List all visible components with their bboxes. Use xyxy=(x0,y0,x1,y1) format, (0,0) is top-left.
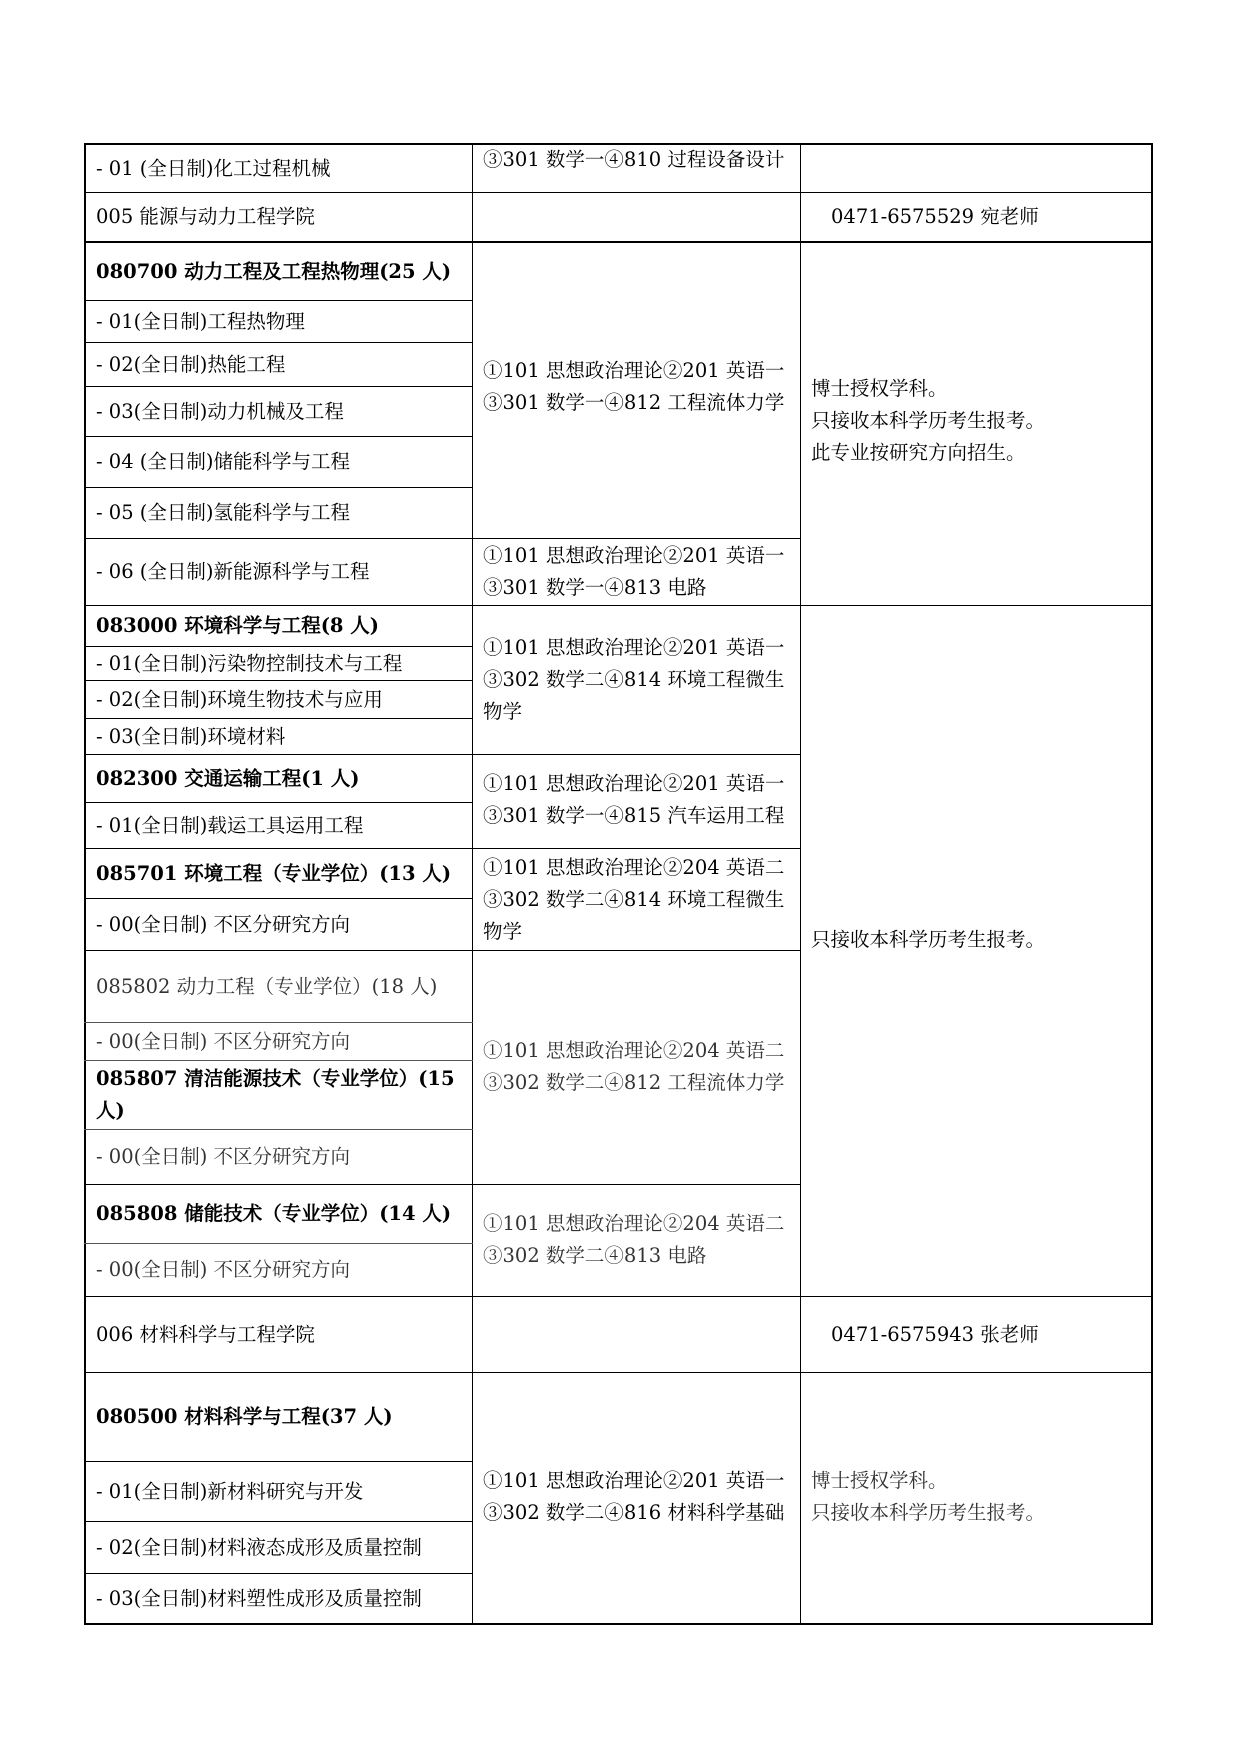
school-contact: 0471-6575943 张老师 xyxy=(831,1322,1039,1346)
exam-cell xyxy=(473,1465,800,1529)
direction-cell xyxy=(86,647,472,680)
direction-cell xyxy=(86,1574,472,1623)
major-title-line: 人) xyxy=(96,1099,125,1122)
exam-line: ①101 思想政治理论②201 英语一 xyxy=(483,1469,785,1492)
note-line: 博士授权学科。 xyxy=(811,377,948,400)
exam-line: ①101 思想政治理论②204 英语二 xyxy=(483,1212,785,1235)
direction-text: - 03(全日制)环境材料 xyxy=(96,724,286,748)
note-cell xyxy=(801,373,1151,469)
exam-cell xyxy=(473,1035,800,1099)
direction-cell xyxy=(86,1130,472,1184)
school-contact: 0471-6575529 宛老师 xyxy=(831,205,1039,228)
direction-cell xyxy=(86,343,472,386)
major-title: 085701 环境工程（专业学位）(13 人) xyxy=(96,861,452,885)
note-cell xyxy=(801,1465,1151,1529)
direction-cell xyxy=(86,387,472,436)
direction-cell xyxy=(86,539,472,605)
direction-text: - 03(全日制)动力机械及工程 xyxy=(96,399,344,423)
school-name-cell xyxy=(86,193,472,241)
major-title: 083000 环境科学与工程(8 人) xyxy=(96,614,380,637)
note-line: 只接收本科学历考生报考。 xyxy=(811,928,1046,951)
direction-cell xyxy=(86,719,472,754)
exam-line: 物学 xyxy=(483,920,523,943)
direction-cell xyxy=(86,1244,472,1296)
direction-text: - 04 (全日制)储能科学与工程 xyxy=(96,450,351,473)
direction-cell xyxy=(86,437,472,487)
exam-line: ③301 数学一④812 工程流体力学 xyxy=(483,391,785,414)
exam-line: ①101 思想政治理论②201 英语一 xyxy=(483,636,785,659)
school-name: 006 材料科学与工程学院 xyxy=(96,1322,315,1346)
major-title-cell xyxy=(86,606,472,646)
direction-text: - 03(全日制)材料塑性成形及质量控制 xyxy=(96,1586,422,1610)
direction-cell xyxy=(86,681,472,718)
direction-cell xyxy=(86,899,472,950)
exam-line: ③302 数学二④814 环境工程微生 xyxy=(483,668,785,691)
major-title-cell xyxy=(86,1373,472,1461)
major-title: 082300 交通运输工程(1 人) xyxy=(96,766,360,790)
major-title-cell xyxy=(86,1061,472,1129)
major-title: 080500 材料科学与工程(37 人) xyxy=(96,1405,393,1428)
direction-text: - 05 (全日制)氢能科学与工程 xyxy=(96,501,351,524)
exam-line: ①101 思想政治理论②204 英语二 xyxy=(483,1039,785,1062)
exam-cell xyxy=(473,145,800,175)
direction-cell xyxy=(86,1023,472,1060)
major-title: 085802 动力工程（专业学位）(18 人) xyxy=(96,974,438,998)
note-line: 只接收本科学历考生报考。 xyxy=(811,409,1046,432)
exam-line: ③302 数学二④813 电路 xyxy=(483,1244,707,1267)
exam-line: ③301 数学一④813 电路 xyxy=(483,576,707,599)
exam-cell xyxy=(473,632,800,728)
direction-text: - 02(全日制)环境生物技术与应用 xyxy=(96,687,383,711)
exam-line: ③302 数学二④816 材料科学基础 xyxy=(483,1501,785,1524)
major-title-cell xyxy=(86,755,472,802)
major-title-cell xyxy=(86,1185,472,1243)
direction-text: - 00(全日制) 不区分研究方向 xyxy=(96,1029,351,1053)
major-title-cell xyxy=(86,849,472,898)
major-title: 080700 动力工程及工程热物理(25 人) xyxy=(96,259,452,283)
exam-line: ①101 思想政治理论②201 英语一 xyxy=(483,544,785,567)
exam-line: 物学 xyxy=(483,700,523,723)
exam-cell xyxy=(473,767,800,833)
direction-cell xyxy=(86,145,472,192)
school-name: 005 能源与动力工程学院 xyxy=(96,205,315,228)
direction-cell xyxy=(86,1462,472,1521)
note-line: 博士授权学科。 xyxy=(811,1469,948,1492)
major-title-cell xyxy=(86,243,472,300)
major-title: 085808 储能技术（专业学位）(14 人) xyxy=(96,1202,452,1225)
major-title-cell xyxy=(86,951,472,1022)
direction-text: - 01(全日制)污染物控制技术与工程 xyxy=(96,651,403,675)
school-contact-cell xyxy=(801,1297,1151,1372)
exam-line: ③302 数学二④812 工程流体力学 xyxy=(483,1071,785,1094)
exam-cell xyxy=(473,355,800,419)
exam-line: ③302 数学二④814 环境工程微生 xyxy=(483,888,785,911)
direction-text: - 00(全日制) 不区分研究方向 xyxy=(96,1258,351,1281)
note-line: 此专业按研究方向招生。 xyxy=(811,441,1026,464)
exam-cell xyxy=(473,852,800,948)
note-line: 只接收本科学历考生报考。 xyxy=(811,1501,1046,1524)
exam-line: ①101 思想政治理论②201 英语一 xyxy=(483,772,785,795)
exam-text: ③301 数学一④810 过程设备设计 xyxy=(483,148,785,171)
school-name-cell xyxy=(86,1297,472,1372)
major-title-line: 085807 清洁能源技术（专业学位）(15 xyxy=(96,1067,455,1090)
direction-cell xyxy=(86,1522,472,1573)
direction-cell xyxy=(86,301,472,342)
direction-text: - 01(全日制)新材料研究与开发 xyxy=(96,1479,364,1503)
direction-text: - 06 (全日制)新能源科学与工程 xyxy=(96,560,370,583)
direction-text: - 00(全日制) 不区分研究方向 xyxy=(96,912,351,936)
exam-line: ①101 思想政治理论②201 英语一 xyxy=(483,359,785,382)
direction-text: - 01(全日制)载运工具运用工程 xyxy=(96,813,364,837)
direction-text: - 02(全日制)热能工程 xyxy=(96,352,286,376)
direction-text: - 01 (全日制)化工过程机械 xyxy=(96,156,331,180)
direction-text: - 02(全日制)材料液态成形及质量控制 xyxy=(96,1535,422,1559)
note-cell xyxy=(801,920,1151,960)
exam-cell xyxy=(473,1208,800,1272)
school-contact-cell xyxy=(801,193,1151,241)
direction-text: - 01(全日制)工程热物理 xyxy=(96,309,305,333)
exam-line: ③301 数学一④815 汽车运用工程 xyxy=(483,804,785,827)
direction-text: - 00(全日制) 不区分研究方向 xyxy=(96,1145,351,1168)
exam-line: ①101 思想政治理论②204 英语二 xyxy=(483,856,785,879)
exam-cell xyxy=(473,539,800,605)
direction-cell xyxy=(86,803,472,848)
direction-cell xyxy=(86,488,472,538)
